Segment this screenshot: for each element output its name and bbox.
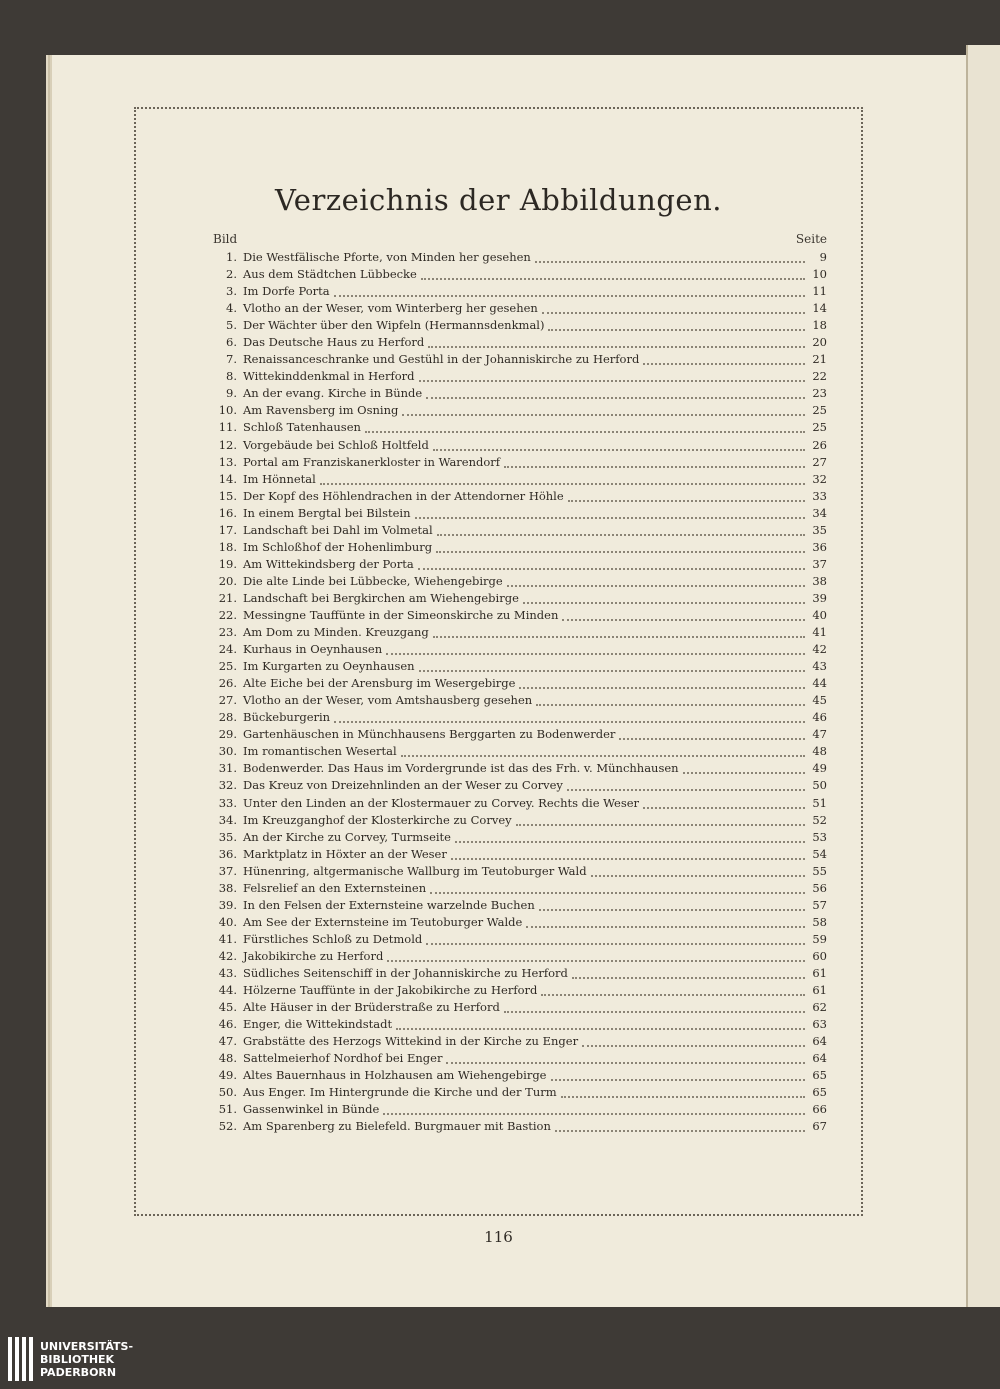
- list-item: [213, 403, 827, 420]
- entry-page: 38: [812, 573, 827, 588]
- dot-leader: [519, 686, 805, 689]
- entry-number: 42.: [218, 948, 237, 963]
- list-item: [213, 301, 827, 318]
- entry-title: Vlotho an der Weser, vom Amtshausberg gesehen: [243, 693, 533, 708]
- dot-leader: [507, 584, 805, 587]
- list-item: [213, 830, 827, 847]
- dot-leader: [619, 737, 805, 740]
- entry-number: 32.: [218, 778, 237, 793]
- dot-leader: [526, 925, 805, 928]
- entry-title: Im Kurgarten zu Oeynhausen: [243, 659, 415, 674]
- entry-title: An der evang. Kirche in Bünde: [243, 386, 423, 401]
- list-item: [213, 608, 827, 625]
- entry-number: 26.: [218, 676, 237, 691]
- entry-title: Schloß Tatenhausen: [243, 420, 361, 435]
- entry-number: 2.: [226, 267, 237, 282]
- dot-leader: [433, 635, 805, 638]
- entry-page: 23: [812, 386, 827, 401]
- entry-title: Südliches Seitenschiff in der Johanniskirche zu Herford: [243, 965, 568, 980]
- dot-leader: [421, 277, 805, 280]
- entry-page: 65: [812, 1085, 827, 1100]
- entry-number: 18.: [218, 539, 237, 554]
- entry-page: 56: [812, 880, 827, 895]
- entry-number: 36.: [218, 846, 237, 861]
- dot-leader: [320, 482, 805, 485]
- entry-title: Vlotho an der Weser, vom Winterberg her gesehen: [243, 301, 538, 316]
- dot-leader: [437, 533, 805, 536]
- list-item: [213, 881, 827, 898]
- logo-line-1: UNIVERSITÄTS-: [40, 1339, 134, 1353]
- list-item: [213, 420, 827, 437]
- dot-leader: [548, 328, 805, 331]
- entry-page: 60: [812, 948, 827, 963]
- dot-leader: [334, 294, 805, 297]
- entry-number: 7.: [226, 352, 237, 367]
- entry-number: 39.: [218, 897, 237, 912]
- entry-number: 28.: [218, 710, 237, 725]
- list-item: [213, 761, 827, 778]
- entry-title: Jakobikirche zu Herford: [243, 948, 384, 963]
- entry-title: Am Sparenberg zu Bielefeld. Burgmauer mit Bastion: [243, 1119, 551, 1134]
- dot-leader: [419, 379, 805, 382]
- list-item: [213, 949, 827, 966]
- entry-page: 32: [812, 471, 827, 486]
- entry-page: 18: [812, 318, 827, 333]
- dot-leader: [504, 1010, 805, 1013]
- entry-page: 61: [812, 983, 827, 998]
- dot-leader: [436, 550, 805, 553]
- entry-title: Alte Eiche bei der Arensburg im Wesergebirge: [243, 676, 516, 691]
- entry-number: 16.: [218, 505, 237, 520]
- dot-leader: [419, 669, 805, 672]
- list-item: [213, 250, 827, 267]
- entry-number: 11.: [218, 420, 237, 435]
- entry-page: 26: [812, 437, 827, 452]
- entry-page: 21: [812, 352, 827, 367]
- entry-page: 43: [812, 659, 827, 674]
- entry-page: 36: [812, 539, 827, 554]
- entry-title: Portal am Franziskanerkloster in Warendorf: [243, 454, 501, 469]
- entry-number: 35.: [218, 829, 237, 844]
- list-item: [213, 1068, 827, 1085]
- entry-page: 61: [812, 965, 827, 980]
- entry-title: In den Felsen der Externsteine warzelnde Buchen: [243, 897, 535, 912]
- entry-page: 42: [812, 642, 827, 657]
- entry-title: Bodenwerder. Das Haus im Vordergrunde ist das des Frh. v. Münchhausen: [243, 761, 679, 776]
- entry-page: 45: [812, 693, 827, 708]
- entry-page: 33: [812, 488, 827, 503]
- dot-leader: [451, 857, 805, 860]
- entry-title: Im Schloßhof der Hohenlimburg: [243, 539, 433, 554]
- list-item: [213, 284, 827, 301]
- entry-page: 58: [812, 914, 827, 929]
- list-item: [213, 1085, 827, 1102]
- dot-leader: [426, 396, 805, 399]
- list-item: [213, 1119, 827, 1136]
- entry-number: 19.: [218, 556, 237, 571]
- dot-leader: [643, 806, 805, 809]
- entry-number: 12.: [218, 437, 237, 452]
- list-item: [213, 1102, 827, 1119]
- dot-leader: [536, 703, 805, 706]
- list-item: [213, 267, 827, 284]
- entry-number: 1.: [226, 250, 237, 264]
- entry-title: Messingne Tauffünte in der Simeonskirche zu Minden: [243, 607, 559, 622]
- entry-number: 29.: [218, 727, 237, 742]
- entry-title: Felsrelief an den Externsteinen: [243, 880, 427, 895]
- page-title: Verzeichnis der Abbildungen.: [275, 183, 722, 217]
- entry-page: 66: [812, 1102, 827, 1117]
- entry-page: 49: [812, 761, 827, 776]
- entry-title: Am Ravensberg im Osning: [243, 403, 399, 418]
- dot-leader: [418, 567, 805, 570]
- entry-page: 25: [812, 403, 827, 418]
- entry-title: Das Kreuz von Dreizehnlinden an der Weser zu Corvey: [243, 778, 563, 793]
- entry-title: Im Dorfe Porta: [243, 284, 330, 299]
- entry-page: 22: [812, 369, 827, 384]
- list-item: [213, 813, 827, 830]
- dot-leader: [365, 430, 805, 433]
- list-item: [213, 1000, 827, 1017]
- entry-number: 13.: [218, 454, 237, 469]
- facing-page-strip: [966, 45, 1000, 1307]
- dot-leader: [568, 499, 805, 502]
- entry-number: 47.: [218, 1034, 237, 1049]
- list-item: [213, 438, 827, 455]
- entry-page: 63: [812, 1017, 827, 1032]
- entry-page: 55: [812, 863, 827, 878]
- list-item: [213, 352, 827, 369]
- entry-page: 47: [812, 727, 827, 742]
- entry-title: Renaissanceschranke und Gestühl in der Johanniskirche zu Herford: [243, 352, 640, 367]
- list-item: [213, 455, 827, 472]
- dot-leader: [396, 1027, 805, 1030]
- column-header-bild: Bild: [213, 232, 238, 246]
- entry-title: Enger, die Wittekindstadt: [243, 1017, 393, 1032]
- entry-number: 8.: [226, 369, 237, 384]
- entry-title: An der Kirche zu Corvey, Turmseite: [243, 829, 451, 844]
- dot-leader: [415, 516, 805, 519]
- entry-title: Aus Enger. Im Hintergrunde die Kirche und der Turm: [243, 1085, 557, 1100]
- entry-number: 43.: [218, 965, 237, 980]
- list-item: [213, 710, 827, 727]
- list-item: [213, 591, 827, 608]
- entry-page: 59: [812, 931, 827, 946]
- entry-number: 3.: [226, 284, 237, 299]
- entry-page: 53: [812, 829, 827, 844]
- entry-title: Unter den Linden an der Klostermauer zu Corvey. Rechts die Weser: [243, 795, 640, 810]
- dot-leader: [426, 942, 805, 945]
- entry-number: 34.: [218, 812, 237, 827]
- dot-leader: [683, 771, 805, 774]
- entry-page: 44: [812, 676, 827, 691]
- entry-page: 48: [812, 744, 827, 759]
- dot-leader: [542, 311, 805, 314]
- library-logo: [8, 1337, 133, 1381]
- entry-title: Sattelmeierhof Nordhof bei Enger: [243, 1051, 443, 1066]
- entry-title: Gartenhäuschen in Münchhausens Berggarten zu Bodenwerder: [243, 727, 616, 742]
- entry-title: Die alte Linde bei Lübbecke, Wiehengebirge: [243, 573, 503, 588]
- entry-title: Im Hönnetal: [243, 471, 316, 486]
- illustration-list: [213, 250, 827, 1136]
- dot-leader: [334, 720, 805, 723]
- entry-number: 15.: [218, 488, 237, 503]
- entry-number: 40.: [218, 914, 237, 929]
- entry-title: In einem Bergtal bei Bilstein: [243, 505, 411, 520]
- entry-title: Der Kopf des Höhlendrachen in der Attendorner Höhle: [243, 488, 564, 503]
- entry-number: 50.: [218, 1085, 237, 1100]
- dot-leader: [516, 823, 805, 826]
- dot-leader: [582, 1044, 805, 1047]
- entry-page: 20: [812, 335, 827, 350]
- column-header-seite: Seite: [795, 232, 827, 246]
- entry-title: Aus dem Städtchen Lübbecke: [243, 267, 417, 282]
- entry-title: Der Wächter über den Wipfeln (Hermannsdenkmal): [243, 318, 545, 333]
- dot-leader: [523, 601, 805, 604]
- entry-page: 14: [812, 301, 827, 316]
- entry-page: 9: [819, 250, 827, 264]
- entry-title: Bückeburgerin: [243, 710, 331, 725]
- page-number: 116: [484, 1228, 513, 1246]
- list-item: [213, 847, 827, 864]
- dot-leader: [562, 618, 805, 621]
- dot-leader: [402, 413, 805, 416]
- list-item: [213, 676, 827, 693]
- list-item: [213, 642, 827, 659]
- list-item: [213, 898, 827, 915]
- entry-title: Marktplatz in Höxter an der Weser: [243, 846, 447, 861]
- dot-leader: [433, 448, 805, 451]
- entry-page: 39: [812, 590, 827, 605]
- list-item: [213, 523, 827, 540]
- dot-leader: [446, 1061, 805, 1064]
- dot-leader: [643, 362, 805, 365]
- entry-page: 50: [812, 778, 827, 793]
- entry-title: Hünenring, altgermanische Wallburg im Teutoburger Wald: [243, 863, 587, 878]
- dot-leader: [551, 1078, 806, 1081]
- entry-title: Hölzerne Tauffünte in der Jakobikirche zu Herford: [243, 983, 538, 998]
- entry-title: Die Westfälische Pforte, von Minden her gesehen: [243, 250, 531, 264]
- entry-number: 17.: [218, 522, 237, 537]
- dot-leader: [539, 908, 805, 911]
- entry-title: Altes Bauernhaus in Holzhausen am Wiehengebirge: [243, 1068, 547, 1083]
- entry-number: 38.: [218, 880, 237, 895]
- entry-number: 30.: [218, 744, 237, 759]
- entry-title: Fürstliches Schloß zu Detmold: [243, 931, 423, 946]
- list-item: [213, 915, 827, 932]
- entry-number: 41.: [218, 931, 237, 946]
- entry-page: 65: [812, 1068, 827, 1083]
- entry-title: Landschaft bei Dahl im Volmetal: [243, 522, 433, 537]
- dot-leader: [387, 959, 805, 962]
- entry-title: Landschaft bei Bergkirchen am Wiehengebirge: [243, 590, 519, 605]
- list-item: [213, 932, 827, 949]
- dot-leader: [572, 976, 805, 979]
- list-item: [213, 744, 827, 761]
- entry-page: 10: [812, 267, 827, 282]
- entry-number: 33.: [218, 795, 237, 810]
- entry-title: Das Deutsche Haus zu Herford: [243, 335, 425, 350]
- dot-leader: [541, 993, 805, 996]
- list-item: [213, 778, 827, 795]
- entry-page: 64: [812, 1051, 827, 1066]
- library-logo-bars-icon: [8, 1337, 33, 1381]
- entry-page: 67: [812, 1119, 827, 1134]
- list-item: [213, 369, 827, 386]
- entry-number: 37.: [218, 863, 237, 878]
- entry-title: Am Wittekindsberg der Porta: [243, 556, 414, 571]
- entry-number: 25.: [218, 659, 237, 674]
- list-item: [213, 472, 827, 489]
- entry-number: 23.: [218, 625, 237, 640]
- entry-page: 40: [812, 607, 827, 622]
- entry-title: Alte Häuser in der Brüderstraße zu Herford: [243, 1000, 500, 1015]
- entry-page: 11: [812, 284, 827, 299]
- entry-page: 35: [812, 522, 827, 537]
- list-item: [213, 693, 827, 710]
- dot-leader: [428, 345, 805, 348]
- entry-number: 52.: [218, 1119, 237, 1134]
- dot-leader: [430, 891, 805, 894]
- entry-number: 27.: [218, 693, 237, 708]
- entry-title: Grabstätte des Herzogs Wittekind in der Kirche zu Enger: [243, 1034, 579, 1049]
- entry-title: Am See der Externsteine im Teutoburger Walde: [243, 914, 523, 929]
- entry-number: 9.: [226, 386, 237, 401]
- entry-page: 37: [812, 556, 827, 571]
- entry-title: Gassenwinkel in Bünde: [243, 1102, 380, 1117]
- entry-page: 57: [812, 897, 827, 912]
- list-item: [213, 625, 827, 642]
- entry-number: 51.: [218, 1102, 237, 1117]
- entry-title: Im Kreuzganghof der Klosterkirche zu Corvey: [243, 812, 512, 827]
- dot-leader: [504, 465, 805, 468]
- list-item: [213, 983, 827, 1000]
- list-item: [213, 659, 827, 676]
- entry-number: 44.: [218, 983, 237, 998]
- dot-leader: [383, 1112, 805, 1115]
- list-item: [213, 557, 827, 574]
- list-item: [213, 1017, 827, 1034]
- dot-leader: [591, 874, 805, 877]
- dot-leader: [401, 754, 805, 757]
- entry-page: 52: [812, 812, 827, 827]
- entry-number: 4.: [226, 301, 237, 316]
- list-item: [213, 489, 827, 506]
- dot-leader: [535, 260, 805, 263]
- entry-number: 48.: [218, 1051, 237, 1066]
- entry-number: 46.: [218, 1017, 237, 1032]
- list-item: [213, 318, 827, 335]
- dot-leader: [386, 652, 805, 655]
- entry-number: 24.: [218, 642, 237, 657]
- entry-page: 54: [812, 846, 827, 861]
- entry-title: Am Dom zu Minden. Kreuzgang: [243, 625, 429, 640]
- list-item: [213, 1034, 827, 1051]
- entry-number: 22.: [218, 607, 237, 622]
- dot-leader: [455, 840, 805, 843]
- list-item: [213, 386, 827, 403]
- entry-number: 10.: [218, 403, 237, 418]
- library-logo-text: [40, 1340, 133, 1379]
- entry-title: Kurhaus in Oeynhausen: [243, 642, 383, 657]
- list-item: [213, 574, 827, 591]
- list-item: [213, 1051, 827, 1068]
- entry-page: 41: [812, 625, 827, 640]
- entry-number: 14.: [218, 471, 237, 486]
- logo-line-2: BIBLIOTHEK: [40, 1352, 115, 1366]
- list-item: [213, 796, 827, 813]
- entry-number: 21.: [218, 590, 237, 605]
- dot-leader: [567, 788, 805, 791]
- list-item: [213, 966, 827, 983]
- entry-title: Vorgebäude bei Schloß Holtfeld: [243, 437, 429, 452]
- entry-page: 25: [812, 420, 827, 435]
- entry-page: 34: [812, 505, 827, 520]
- entry-title: Im romantischen Wesertal: [243, 744, 397, 759]
- entry-title: Wittekinddenkmal in Herford: [243, 369, 415, 384]
- list-item: [213, 506, 827, 523]
- list-item: [213, 335, 827, 352]
- entry-number: 45.: [218, 1000, 237, 1015]
- entry-number: 49.: [218, 1068, 237, 1083]
- entry-page: 51: [812, 795, 827, 810]
- entry-number: 31.: [218, 761, 237, 776]
- entry-page: 64: [812, 1034, 827, 1049]
- entry-number: 5.: [226, 318, 237, 333]
- entry-page: 46: [812, 710, 827, 725]
- entry-page: 27: [812, 454, 827, 469]
- list-item: [213, 864, 827, 881]
- dot-leader: [561, 1095, 805, 1098]
- entry-number: 6.: [226, 335, 237, 350]
- list-item: [213, 727, 827, 744]
- dot-leader: [555, 1129, 805, 1132]
- logo-line-3: PADERBORN: [40, 1365, 117, 1379]
- entry-number: 20.: [218, 573, 237, 588]
- list-item: [213, 540, 827, 557]
- entry-page: 62: [812, 1000, 827, 1015]
